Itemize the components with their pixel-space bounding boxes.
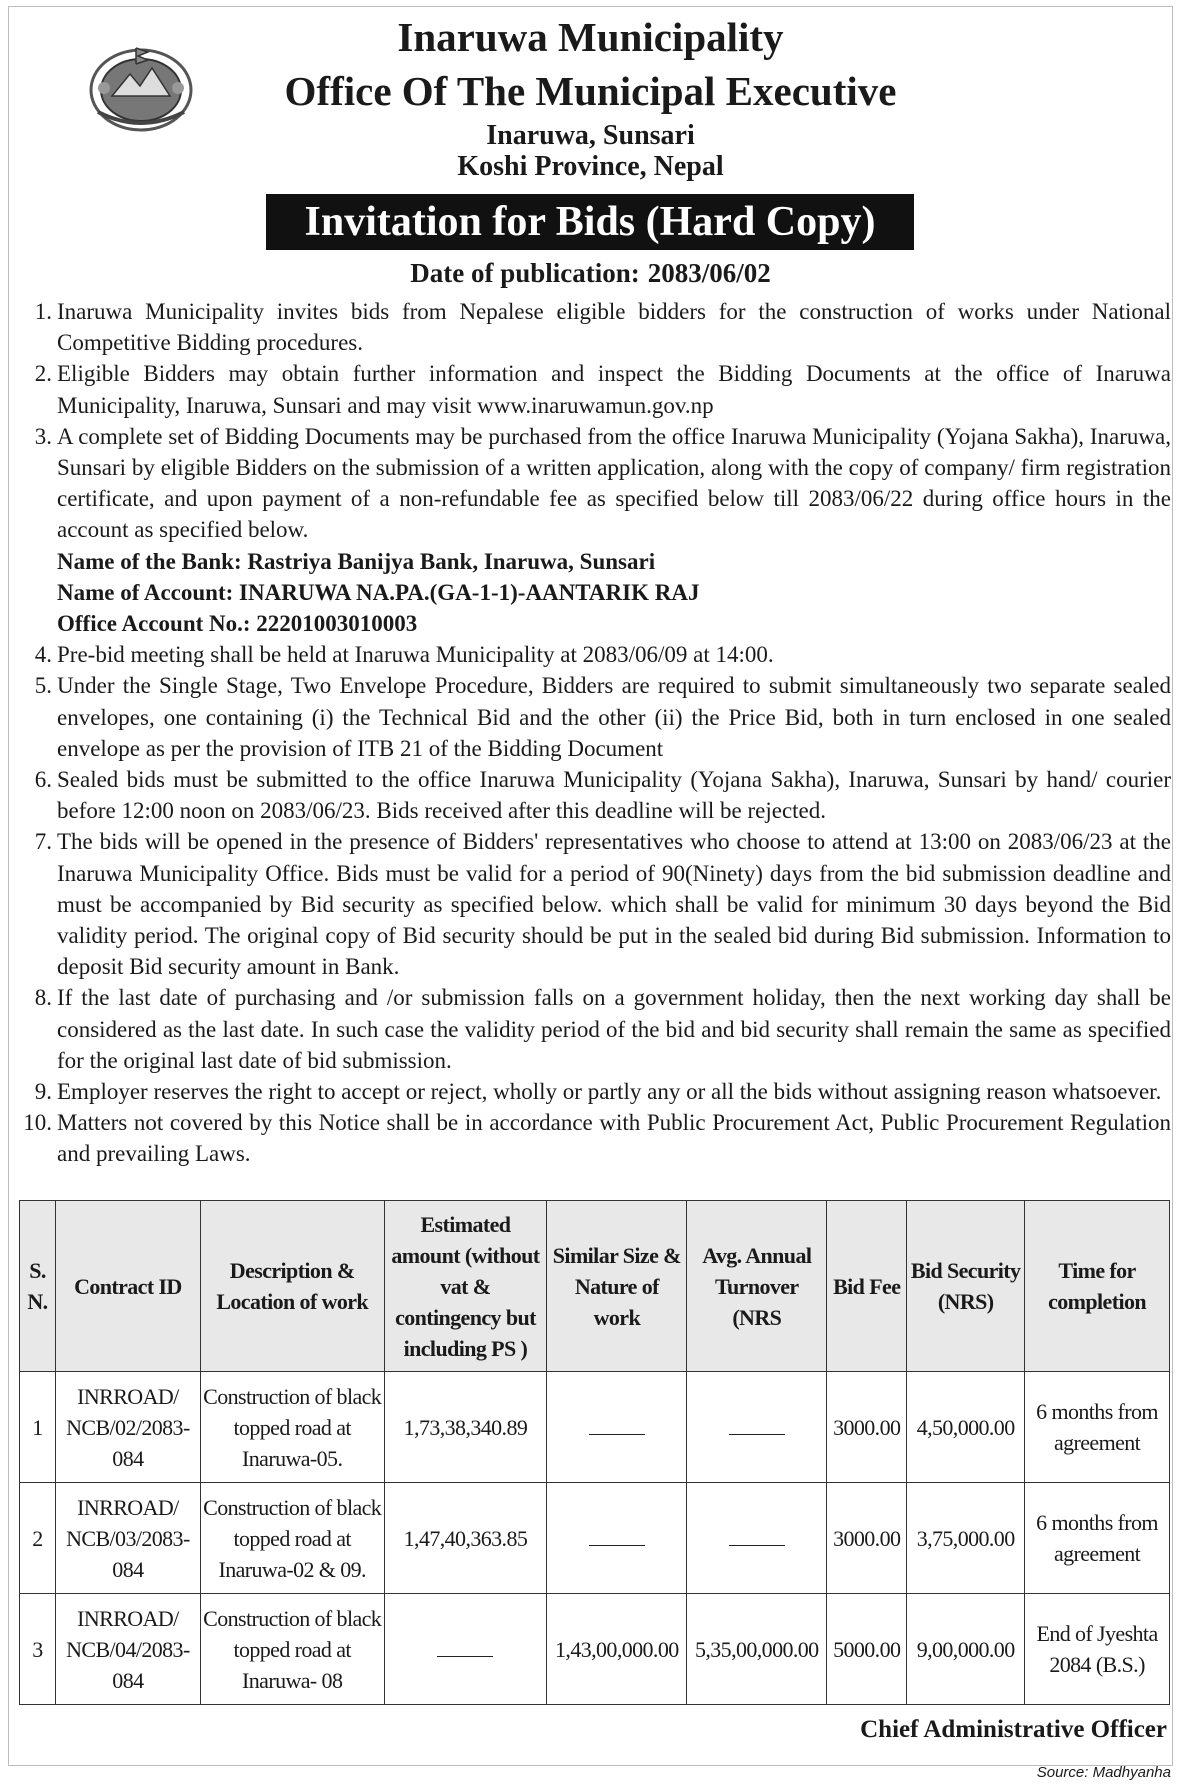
office-name: Office Of The Municipal Executive [284, 68, 897, 114]
bid-fee-cell: 3000.00 [827, 1372, 907, 1483]
contract-id-cell: INRROAD/ NCB/03/2083-084 [55, 1483, 200, 1594]
column-header: Estimated amount (without vat & contingency but including PS ) [384, 1201, 547, 1372]
publication-date-label: Date of publication: [410, 258, 640, 288]
account-number [18, 608, 1171, 639]
bid-security-cell: 3,75,000.00 [907, 1483, 1025, 1594]
column-header: Time for completion [1025, 1201, 1170, 1372]
bank-name-label: Name of the Bank: [57, 548, 242, 574]
publication-date [0, 257, 1181, 289]
blank-dash [437, 1644, 493, 1657]
clause-item [18, 764, 1171, 826]
blank-dash [589, 1422, 645, 1435]
clause-text: The bids will be opened in the presence of Bidders' representatives who choose to attend at 13:00 on 2083/06/23 at the Inaruwa Municipality Office. Bids must be valid for a period of 90(Ninety) days from the bid submission deadline and must be accompanied by Bid security as specified below. which shall be valid for minimum 30 days beyond the Bid validity period. The original copy of Bid security should be put in the sealed bid during Bid submission. Information to deposit Bid security amount in Bank. [57, 829, 1171, 980]
source-credit: Source: Madhyanha [1036, 1764, 1171, 1781]
completion-time-cell: 6 months from agreement [1025, 1372, 1170, 1483]
clause-item [18, 639, 1171, 670]
clause-item [18, 1107, 1171, 1169]
clause-text: Pre-bid meeting shall be held at Inaruwa Municipality at 2083/06/09 at 14:00. [57, 642, 774, 668]
bid-security-cell: 4,50,000.00 [907, 1372, 1025, 1483]
clause-number: 2. [34, 361, 52, 387]
account-number-label: Office Account No.: [57, 611, 251, 637]
estimated-amount-cell [384, 1594, 547, 1705]
similar-size-cell [547, 1372, 687, 1483]
clause-text: Inaruwa Municipality invites bids from Nepalese eligible bidders for the construction of works under National Competitive Bidding procedures. [57, 299, 1171, 356]
bank-name [18, 546, 1171, 577]
municipality-name: Inaruwa Municipality [397, 14, 784, 60]
clause-text: Matters not covered by this Notice shall be in accordance with Public Procurement Act, Public Procurement Regulation and prevailing Laws. [57, 1110, 1171, 1167]
clause-number: 3. [34, 423, 52, 449]
clause-number: 7. [34, 829, 52, 855]
clause-item [18, 1076, 1171, 1107]
column-header: Avg. Annual Turnover (NRS [687, 1201, 827, 1372]
clause-number: 5. [34, 673, 52, 699]
clause-item [18, 296, 1171, 358]
account-number-value: 22201003010003 [256, 611, 418, 637]
sn-cell: 2 [20, 1483, 56, 1594]
contract-id-cell: INRROAD/ NCB/02/2083-084 [55, 1372, 200, 1483]
estimated-amount-cell: 1,73,38,340.89 [384, 1372, 547, 1483]
description-cell: Construction of black topped road at Inaruwa-05. [200, 1372, 384, 1483]
table-header-row [20, 1201, 1170, 1372]
clause-item [18, 826, 1171, 982]
clause-number: 1. [34, 299, 52, 324]
blank-dash [729, 1533, 785, 1546]
completion-time-cell: 6 months from agreement [1025, 1483, 1170, 1594]
estimated-amount-cell: 1,47,40,363.85 [384, 1483, 547, 1594]
clause-item [18, 421, 1171, 546]
clause-text: Under the Single Stage, Two Envelope Procedure, Bidders are required to submit simultaneously two separate sealed envelopes, one containing (i) the Technical Bid and the other (ii) the Price Bid, both in turn enclosed in one sealed envelope as per the provision of ITB 21 of the Bidding Document [57, 673, 1171, 761]
account-name-label: Name of Account: [57, 579, 234, 605]
bid-fee-cell: 5000.00 [827, 1594, 907, 1705]
column-header: S. N. [20, 1201, 56, 1372]
column-header: Contract ID [55, 1201, 200, 1372]
blank-dash [589, 1533, 645, 1546]
clause-text: A complete set of Bidding Documents may be purchased from the office Inaruwa Municipality (Yojana Sakha), Inaruwa, Sunsari by eligible Bidders on the submission of a written application, along with the copy of company/ firm registration certificate, and upon payment of a non-refundable fee as specified below till 2083/06/22 during office hours in the account as specified below. [57, 423, 1171, 543]
turnover-cell: 5,35,00,000.00 [687, 1594, 827, 1705]
clause-number: 10. [23, 1110, 52, 1136]
bid-fee-cell: 3000.00 [827, 1483, 907, 1594]
clause-item [18, 670, 1171, 764]
bank-name-value: Rastriya Banijya Bank, Inaruwa, Sunsari [247, 548, 656, 574]
contract-id-cell: INRROAD/ NCB/04/2083-084 [55, 1594, 200, 1705]
turnover-cell [687, 1483, 827, 1594]
bid-security-cell: 9,00,000.00 [907, 1594, 1025, 1705]
table-row [20, 1594, 1170, 1705]
signatory-title: Chief Administrative Officer [860, 1716, 1167, 1743]
clause-text: Sealed bids must be submitted to the office Inaruwa Municipality (Yojana Sakha), Inaruwa, Sunsari by hand/ courier before 12:00 noon on 2083/06/23. Bids received after this deadline will be rejected. [57, 767, 1171, 824]
clause-number: 8. [34, 985, 52, 1011]
description-cell: Construction of black topped road at Inaruwa-02 & 09. [200, 1483, 384, 1594]
clause-item [18, 982, 1171, 1076]
clause-text: If the last date of purchasing and /or submission falls on a government holiday, then the next working day shall be considered as the last date. In such case the validity period of the bid and bid security shall remain the same as specified for the original last date of bid submission. [57, 985, 1171, 1073]
description-cell: Construction of black topped road at Inaruwa- 08 [200, 1594, 384, 1705]
table-row [20, 1483, 1170, 1594]
clause-number: 6. [34, 767, 52, 793]
notice-title: Invitation for Bids (Hard Copy) [266, 194, 914, 250]
publication-date-value: 2083/06/02 [647, 258, 771, 288]
notice-clauses [18, 296, 1171, 1170]
column-header: Bid Fee [827, 1201, 907, 1372]
clause-item [18, 358, 1171, 420]
office-location: Inaruwa, Sunsari [486, 120, 695, 151]
clause-text: Eligible Bidders may obtain further information and inspect the Bidding Documents at the office of Inaruwa Municipality, Inaruwa, Sunsari and may visit www.inaruwamun.gov.np [57, 361, 1171, 418]
column-header: Bid Security (NRS) [907, 1201, 1025, 1372]
column-header: Similar Size & Nature of work [547, 1201, 687, 1372]
sn-cell: 1 [20, 1372, 56, 1483]
completion-time-cell: End of Jyeshta 2084 (B.S.) [1025, 1594, 1170, 1705]
turnover-cell [687, 1372, 827, 1483]
account-name-value: INARUWA NA.PA.(GA-1-1)-AANTARIK RAJ [239, 579, 700, 605]
column-header: Description & Location of work [200, 1201, 384, 1372]
similar-size-cell: 1,43,00,000.00 [547, 1594, 687, 1705]
bids-table [19, 1200, 1170, 1705]
account-name [18, 577, 1171, 608]
clause-number: 9. [34, 1079, 52, 1105]
sn-cell: 3 [20, 1594, 56, 1705]
table-row [20, 1372, 1170, 1483]
similar-size-cell [547, 1483, 687, 1594]
province-country: Koshi Province, Nepal [457, 151, 724, 182]
clause-text: Employer reserves the right to accept or reject, wholly or partly any or all the bids without assigning reason whatsoever. [57, 1079, 1162, 1105]
clause-number: 4. [34, 642, 52, 668]
blank-dash [729, 1422, 785, 1435]
